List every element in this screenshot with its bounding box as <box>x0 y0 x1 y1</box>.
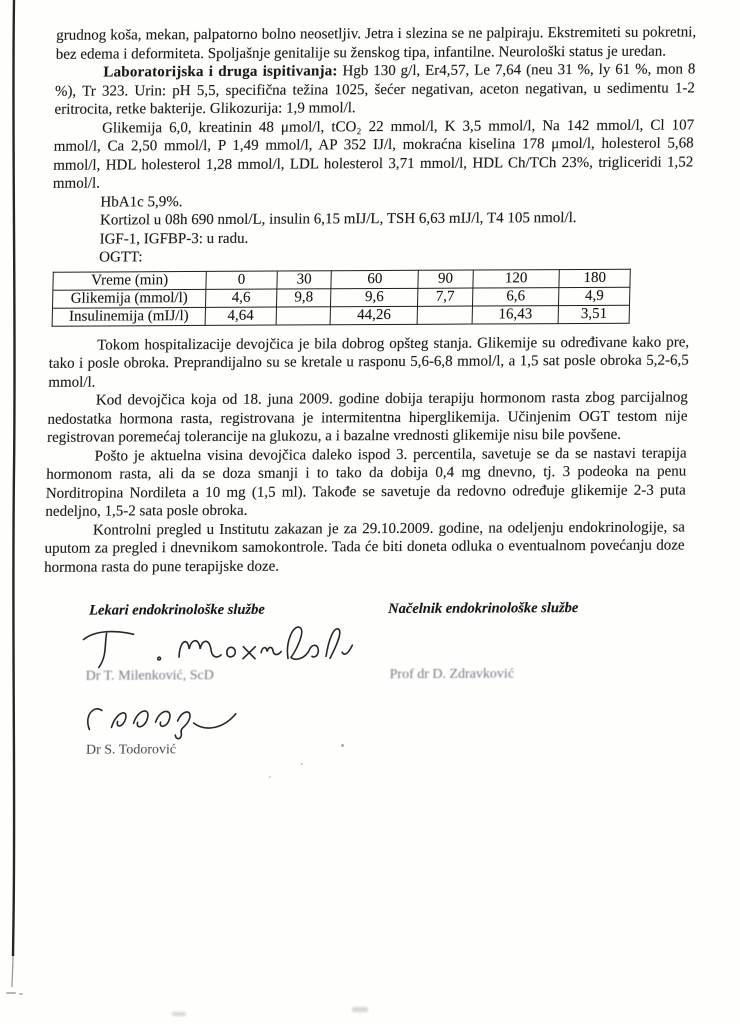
paragraph-hormones: Kortizol u 08h 690 nmol/L, insulin 6,15 mIJ/L, TSH 6,63 mIJ/l, T4 105 nmol/l. <box>99 209 577 229</box>
table-cell: 90 <box>418 270 473 288</box>
lab-section-text: Hgb 130 g/l, Er4,57, Le 7,64 (neu 31 %, ly 61 %, mon 8 %), Tr 323. Urin: pH 5,5, specifična težina 1025, šećer negativan, aceton negativan, u sedimentu 1-2 eritrocita, retke bakterije. Glikozurija: 1,9 mmol/l. <box>54 61 696 118</box>
table-cell: 16,43 <box>472 305 559 323</box>
scan-smudge <box>352 1007 368 1012</box>
table-cell: 180 <box>559 269 630 287</box>
table-cell: Insulinemija (mIJ/l) <box>52 307 205 326</box>
table-row-insulinemia <box>52 305 629 326</box>
signature-title-right: Načelnik endokrinološke službe <box>387 599 579 617</box>
table-cell: 60 <box>331 270 418 288</box>
ogtt-table <box>52 268 631 326</box>
paragraph-igf: IGF-1, IGFBP-3: u radu. <box>99 230 249 247</box>
signature-title-left: Lekari endokrinološke službe <box>88 601 265 619</box>
table-cell: 6,6 <box>472 287 559 305</box>
scan-speck <box>6 992 16 994</box>
lab-section-heading: Laboratorijska i druga ispitivanja: <box>103 63 338 81</box>
table-cell: 0 <box>206 271 277 289</box>
table-cell: 9,6 <box>331 288 418 306</box>
table-cell: 4,6 <box>206 289 277 307</box>
table-cell: 7,7 <box>417 288 472 306</box>
paragraph-gh-therapy: Kod devojčica koja od 18. juna 2009. godine dobija terapiju hormonom rasta zbog parcijalnog nedostatka hormona rasta, registrovana je intermitentna hiperglikemija. Učinjenim OGT testom nije registrovan poremećaj tolerancije na glukozu, a i bazalne vrednosti glikemije nisu bile povšene. <box>46 389 689 446</box>
table-cell: 44,26 <box>330 306 417 324</box>
table-cell <box>417 306 472 324</box>
signature-milenkovic <box>75 621 358 672</box>
table-cell: 4,64 <box>205 307 276 325</box>
paragraph-ogtt-label: OGTT: <box>98 249 143 266</box>
paragraph-biochemistry: Glikemija 6,0, kreatinin 48 μmol/l, tCO₂ 22 mmol/l, K 3,5 mmol/l, Na 142 mmol/l, Cl 107 mmol/l, Ca 2,50 mmol/l, P 1,49 mmol/l, AP 352 IJ/l, mokraćna kiselina 178 μmol/l, holesterol 5,68 mmol/l, HDL holesterol 1,28 mmol/l, LDL holesterol 3,71 mmol/l, HDL Ch/TCh 23%, trigliceridi 1,52 mmol/l. <box>52 116 695 192</box>
signature-section <box>39 599 684 802</box>
table-cell: 30 <box>277 270 332 288</box>
paragraph-clinical-findings: grudnog koša, mekan, palpatorno bolno neosetljiv. Jetra i slezina se ne palpiraju. Ekstremiteti su pokretni, bez edema i deformiteta. Spoljašnje genitalije su ženskog tipa, infantilne. Neurološki status je uredan. <box>55 24 697 63</box>
table-cell: 3,51 <box>558 305 629 323</box>
table-cell: 4,9 <box>559 287 630 305</box>
table-cell: Glikemija (mmol/l) <box>53 289 206 308</box>
scan-smudge <box>172 1012 186 1016</box>
paragraph-laboratory-results <box>54 60 695 119</box>
table-cell: 9,8 <box>276 288 331 306</box>
signature-name-milenkovic: Dr T. Milenković, ScD <box>85 667 215 684</box>
table-cell <box>276 306 331 324</box>
paragraph-control-visit: Kontrolni pregled u Institutu zakazan je za 29.10.2009. godine, na odeljenju endokrinologije, sa uputom za pregled i dnevnikom samokontrole. Tada će biti doneta odluka o eventualnom povećanju doze hormona rasta do pune terapijske doze. <box>43 518 686 576</box>
scan-speck <box>19 993 23 995</box>
paragraph-hba1c: HbA1c 5,9%. <box>100 193 183 210</box>
paragraph-dose-advice: Pošto je aktuelna visina devojčica daleko ispod 3. percentila, savetuje se da se nastavi terapija hormonom rasta, ali da se doza smanji i to tako da dobija 0,4 mg dnevno, tj. 3 podeoka na penu Norditropina Nordileta a 10 mg (1,5 ml). Takođe se savetuje da redovno određuje glikemije 2-3 puta nedeljno, 1,5-2 sata posle obroka. <box>45 444 687 520</box>
signature-name-zdravkovic: Prof dr D. Zdravković <box>389 666 515 682</box>
table-cell: Vreme (min) <box>53 271 206 290</box>
signature-name-todorovic: Dr S. Todorović <box>85 742 177 758</box>
table-cell: 120 <box>473 269 560 287</box>
paragraph-hospitalization: Tokom hospitalizacije devojčica je bila dobrog opšteg stanja. Glikemije su određivane kako pre, tako i posle obroka. Preprandijalno su se kretale u rasponu 5,6-6,8 mmol/l, a 1,5 sat posle obroka 5,2-6,5 mmol/l. <box>48 333 690 391</box>
